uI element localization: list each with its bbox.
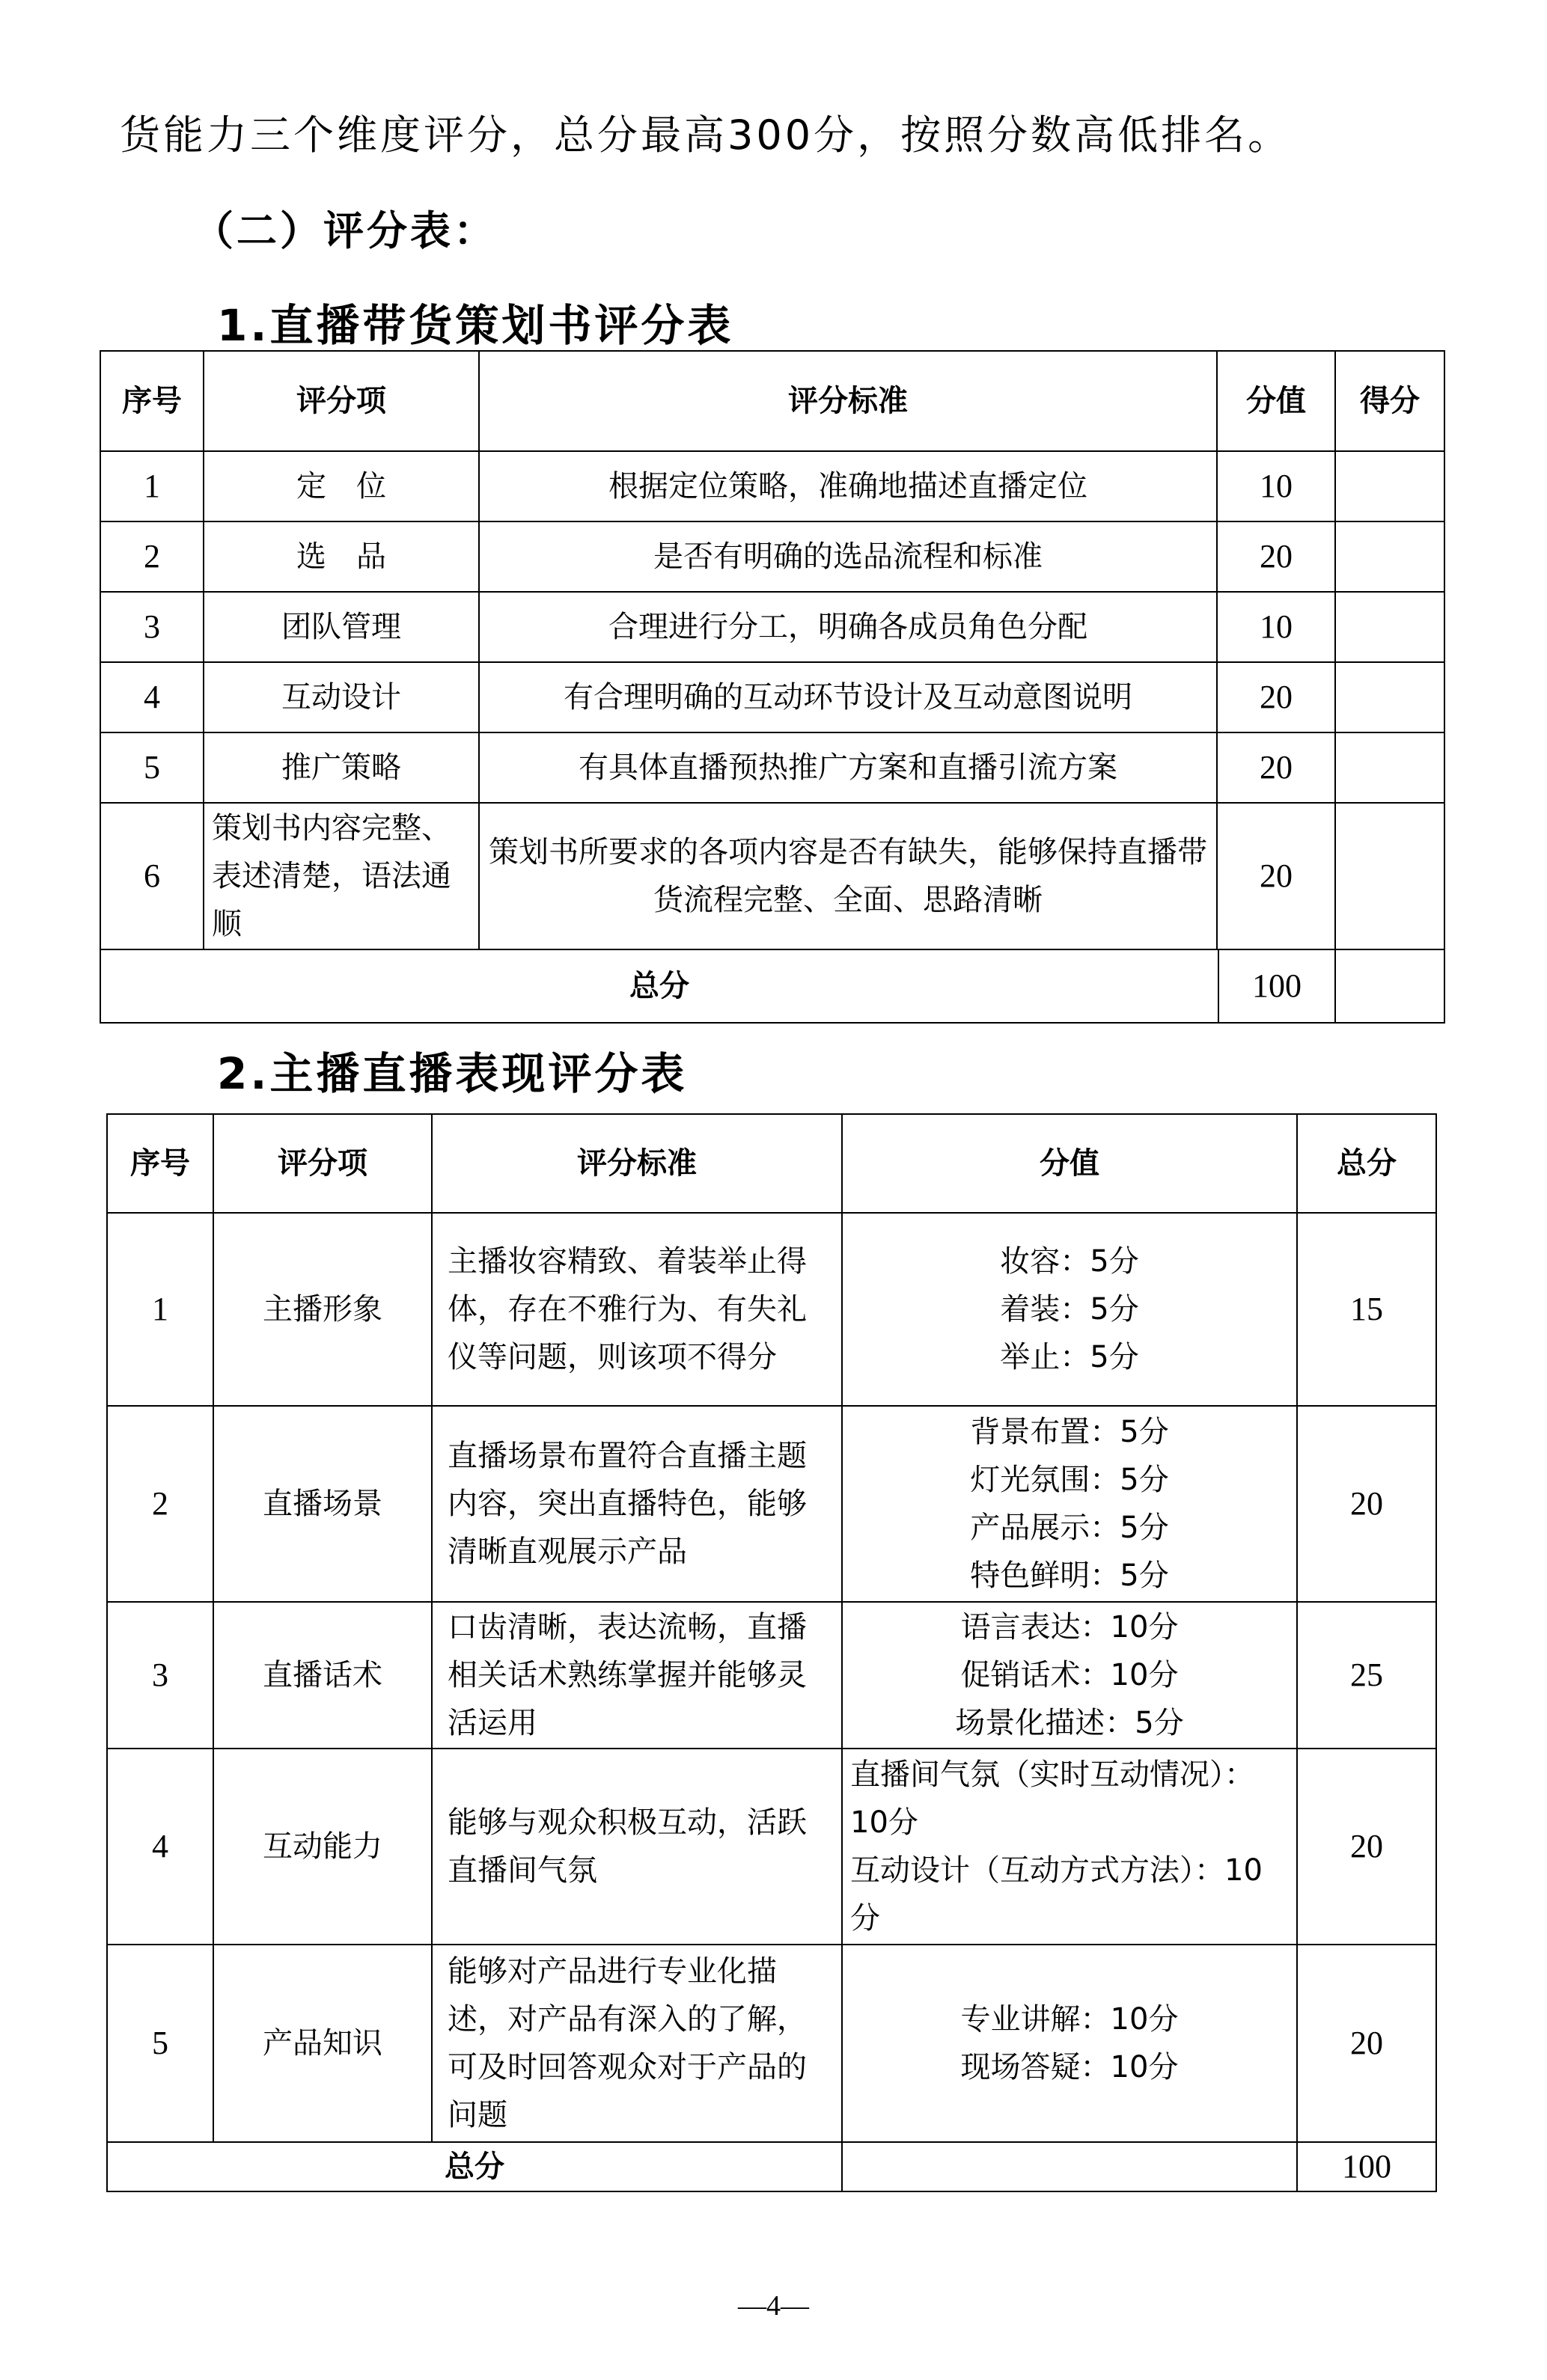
row-sn: 3 <box>107 1602 213 1749</box>
subsection-title: （二）评分表： <box>193 207 497 254</box>
row-points <box>842 1602 1297 1749</box>
header-sn: 序号 <box>107 1114 213 1213</box>
row-item: 选 品 <box>204 521 479 592</box>
row-item: 互动设计 <box>204 662 479 732</box>
row-item: 直播场景 <box>213 1406 432 1602</box>
points-line: 背景布置：5分 <box>970 1415 1169 1449</box>
row-item: 推广策略 <box>204 732 479 803</box>
row-points <box>842 1213 1297 1406</box>
points-line: 灯光氛围：5分 <box>970 1463 1169 1497</box>
row-sn: 4 <box>100 662 204 732</box>
points-line: 直播间气氛（实时互动情况）：10分 <box>850 1758 1254 1840</box>
header-criteria: 评分标准 <box>479 351 1217 451</box>
total-value: 100 <box>1297 2142 1436 2191</box>
row-item: 互动能力 <box>213 1749 432 1945</box>
row-criteria: 合理进行分工，明确各成员角色分配 <box>479 592 1217 662</box>
row-total: 20 <box>1297 1945 1436 2142</box>
page-number: —4— <box>738 2290 809 2322</box>
points-line: 专业讲解：10分 <box>960 2002 1179 2037</box>
table-row <box>100 451 1444 521</box>
points-line: 特色鲜明：5分 <box>970 1558 1169 1593</box>
points-line: 语言表达：10分 <box>960 1610 1179 1645</box>
row-points <box>842 1406 1297 1602</box>
row-item: 产品知识 <box>213 1945 432 2142</box>
row-criteria: 有具体直播预热推广方案和直播引流方案 <box>479 732 1217 803</box>
table1-title: 1.直播带货策划书评分表 <box>217 300 734 351</box>
row-item: 直播话术 <box>213 1602 432 1749</box>
points-line: 促销话术：10分 <box>960 1658 1179 1692</box>
points-line: 妆容：5分 <box>1000 1244 1139 1279</box>
row-score <box>1335 732 1444 803</box>
row-criteria: 有合理明确的互动环节设计及互动意图说明 <box>479 662 1217 732</box>
row-sn: 5 <box>100 732 204 803</box>
row-criteria: 能够对产品进行专业化描述，对产品有深入的了解，可及时回答观众对于产品的问题 <box>432 1945 842 2142</box>
table-row <box>107 1406 1436 1602</box>
row-criteria: 是否有明确的选品流程和标准 <box>479 521 1217 592</box>
row-score <box>1335 662 1444 732</box>
points-line: 互动设计（互动方式方法）：10分 <box>850 1853 1263 1936</box>
header-points: 分值 <box>842 1114 1297 1213</box>
row-criteria: 策划书所要求的各项内容是否有缺失，能够保持直播带货流程完整、全面、思路清晰 <box>479 803 1217 949</box>
row-sn: 2 <box>107 1406 213 1602</box>
row-total: 20 <box>1297 1406 1436 1602</box>
total-row <box>100 949 1444 1023</box>
points-line: 举止：5分 <box>1000 1340 1139 1374</box>
header-points: 分值 <box>1217 351 1335 451</box>
row-total: 25 <box>1297 1602 1436 1749</box>
row-points: 20 <box>1217 803 1335 949</box>
points-line: 场景化描述：5分 <box>955 1706 1184 1740</box>
row-total: 20 <box>1297 1749 1436 1945</box>
points-line: 着装：5分 <box>1000 1292 1139 1327</box>
points-line: 产品展示：5分 <box>970 1511 1169 1545</box>
row-points <box>842 1749 1297 1945</box>
intro-paragraph: 货能力三个维度评分，总分最高300分，按照分数高低排名。 <box>120 111 1292 159</box>
row-item: 主播形象 <box>213 1213 432 1406</box>
row-points <box>842 1945 1297 2142</box>
row-sn: 2 <box>100 521 204 592</box>
table-row <box>107 1602 1436 1749</box>
header-criteria: 评分标准 <box>432 1114 842 1213</box>
row-criteria: 口齿清晰，表达流畅，直播相关话术熟练掌握并能够灵活运用 <box>432 1602 842 1749</box>
row-score <box>1335 521 1444 592</box>
row-criteria: 直播场景布置符合直播主题内容，突出直播特色，能够清晰直观展示产品 <box>432 1406 842 1602</box>
header-item: 评分项 <box>213 1114 432 1213</box>
table-row <box>100 732 1444 803</box>
total-score <box>1335 949 1444 1023</box>
row-points: 20 <box>1217 732 1335 803</box>
table-row <box>100 662 1444 732</box>
row-sn: 6 <box>100 803 204 949</box>
row-sn: 5 <box>107 1945 213 2142</box>
row-sn: 3 <box>100 592 204 662</box>
row-item: 策划书内容完整、表述清楚，语法通顺 <box>204 803 479 949</box>
total-label: 总分 <box>629 969 689 1003</box>
row-points: 10 <box>1217 451 1335 521</box>
total-row <box>107 2142 1436 2191</box>
row-score <box>1335 803 1444 949</box>
row-item: 团队管理 <box>204 592 479 662</box>
total-cells <box>100 949 1335 1023</box>
table-row <box>107 1213 1436 1406</box>
row-points: 10 <box>1217 592 1335 662</box>
total-label: 总分 <box>107 2142 842 2191</box>
row-criteria: 根据定位策略，准确地描述直播定位 <box>479 451 1217 521</box>
row-sn: 1 <box>107 1213 213 1406</box>
row-criteria: 能够与观众积极互动，活跃直播间气氛 <box>432 1749 842 1945</box>
total-points: 100 <box>1218 950 1334 1022</box>
header-item: 评分项 <box>204 351 479 451</box>
row-points: 20 <box>1217 662 1335 732</box>
table-row <box>107 1945 1436 2142</box>
points-line: 现场答疑：10分 <box>960 2050 1179 2084</box>
table2-title: 2.主播直播表现评分表 <box>217 1048 688 1099</box>
header-sn: 序号 <box>100 351 204 451</box>
row-score <box>1335 451 1444 521</box>
row-points: 20 <box>1217 521 1335 592</box>
row-total: 15 <box>1297 1213 1436 1406</box>
table-row <box>100 803 1444 949</box>
table-row <box>107 1749 1436 1945</box>
table-row <box>100 592 1444 662</box>
row-criteria: 主播妆容精致、着装举止得体，存在不雅行为、有失礼仪等问题，则该项不得分 <box>432 1213 842 1406</box>
row-sn: 1 <box>100 451 204 521</box>
planning-score-table <box>100 350 1445 1024</box>
row-item: 定 位 <box>204 451 479 521</box>
total-points <box>842 2142 1297 2191</box>
header-score: 得分 <box>1335 351 1444 451</box>
row-score <box>1335 592 1444 662</box>
table-row <box>100 521 1444 592</box>
header-total: 总分 <box>1297 1114 1436 1213</box>
performance-score-table <box>106 1113 1437 2192</box>
row-sn: 4 <box>107 1749 213 1945</box>
